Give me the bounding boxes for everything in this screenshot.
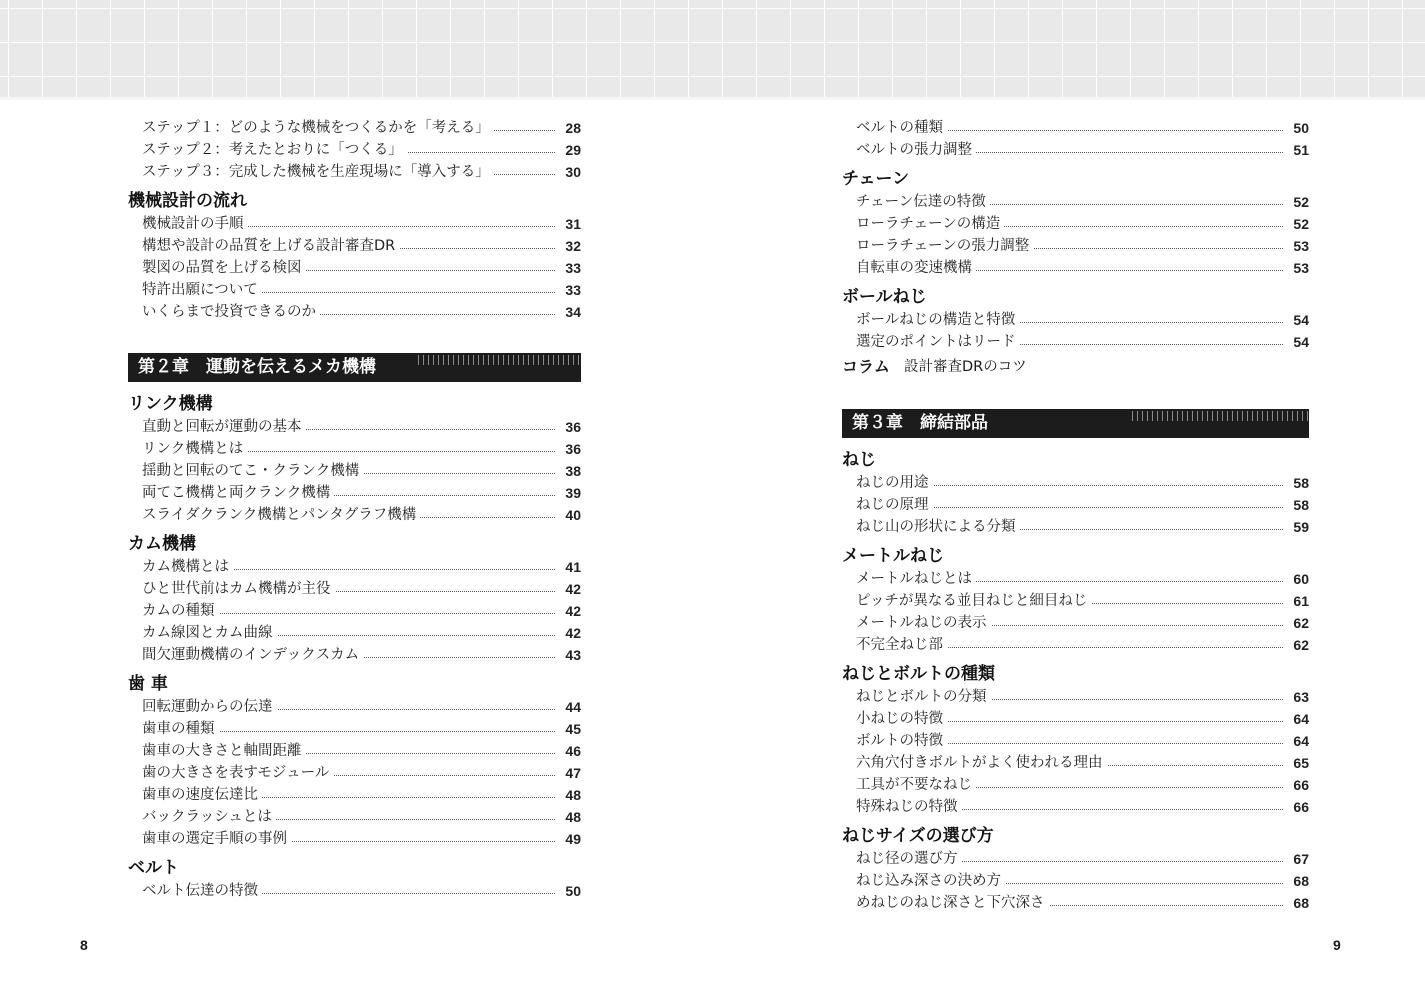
toc-entry-title: 歯車の速度伝達比 bbox=[142, 784, 262, 806]
right-page-toc bbox=[842, 117, 1309, 914]
toc-entry[interactable] bbox=[128, 161, 581, 183]
toc-entry-title: ローラチェーンの張力調整 bbox=[856, 235, 1033, 257]
toc-entry[interactable] bbox=[842, 257, 1309, 279]
toc-entry-title: 製図の品質を上げる検図 bbox=[142, 257, 306, 279]
toc-entry[interactable] bbox=[842, 634, 1309, 656]
toc-page-number: 30 bbox=[557, 161, 581, 183]
toc-entry-title: 間欠運動機構のインデックスカム bbox=[142, 644, 363, 666]
toc-entry[interactable] bbox=[128, 600, 581, 622]
toc-entry[interactable] bbox=[128, 740, 581, 762]
toc-entry[interactable] bbox=[842, 331, 1309, 353]
toc-entry-title: 特殊ねじの特徴 bbox=[856, 796, 962, 818]
toc-page-number: 64 bbox=[1285, 708, 1309, 730]
header-grid-band bbox=[0, 0, 1425, 100]
toc-page-number: 45 bbox=[557, 718, 581, 740]
toc-page-number: 33 bbox=[557, 279, 581, 301]
toc-page-number: 60 bbox=[1285, 568, 1309, 590]
toc-page-number: 48 bbox=[557, 806, 581, 828]
toc-page-number: 36 bbox=[557, 416, 581, 438]
toc-entry-title: ひと世代前はカム機構が主役 bbox=[142, 578, 335, 600]
toc-entry[interactable] bbox=[128, 718, 581, 740]
chapter-title: 第３章 締結部品 bbox=[852, 413, 988, 433]
toc-entry-title: 不完全ねじ部 bbox=[856, 634, 947, 656]
toc-entry[interactable] bbox=[128, 438, 581, 460]
toc-entry[interactable] bbox=[842, 494, 1309, 516]
toc-section-heading[interactable]: チェーン bbox=[842, 169, 910, 189]
toc-entry-title: カムの種類 bbox=[142, 600, 219, 622]
column-title: 設計審査DRのコツ bbox=[904, 359, 1027, 375]
toc-entry-title: 歯車の選定手順の事例 bbox=[142, 828, 291, 850]
toc-page-number: 46 bbox=[557, 740, 581, 762]
toc-entry-title: 直動と回転が運動の基本 bbox=[142, 416, 306, 438]
toc-entry[interactable] bbox=[842, 752, 1309, 774]
toc-entry-title: 工具が不要なねじ bbox=[856, 774, 976, 796]
toc-entry[interactable] bbox=[128, 578, 581, 600]
toc-entry-title: ベルトの張力調整 bbox=[856, 139, 976, 161]
page-number-right: 9 bbox=[1333, 937, 1341, 953]
toc-page-number: 44 bbox=[557, 696, 581, 718]
chapter-banner[interactable] bbox=[842, 409, 1309, 438]
toc-entry-title: ステップ２：考えたとおりに「つくる」 bbox=[142, 139, 407, 161]
toc-page-number: 42 bbox=[557, 578, 581, 600]
toc-page-number: 43 bbox=[557, 644, 581, 666]
toc-page-number: 68 bbox=[1285, 892, 1309, 914]
toc-entry[interactable] bbox=[842, 516, 1309, 538]
toc-entry[interactable] bbox=[128, 806, 581, 828]
page-number-left: 8 bbox=[80, 937, 88, 953]
toc-entry-title: 回転運動からの伝達 bbox=[142, 696, 277, 718]
toc-section-heading[interactable]: ねじ bbox=[842, 450, 876, 470]
toc-entry-title: ローラチェーンの構造 bbox=[856, 213, 1004, 235]
toc-page-number: 47 bbox=[557, 762, 581, 784]
toc-entry[interactable] bbox=[842, 139, 1309, 161]
toc-entry[interactable] bbox=[842, 686, 1309, 708]
toc-page-number: 64 bbox=[1285, 730, 1309, 752]
toc-entry-title: 揺動と回転のてこ・クランク機構 bbox=[142, 460, 363, 482]
toc-page-number: 52 bbox=[1285, 213, 1309, 235]
toc-entry[interactable] bbox=[842, 774, 1309, 796]
toc-entry-title: ねじの用途 bbox=[856, 472, 933, 494]
toc-entry[interactable] bbox=[842, 472, 1309, 494]
toc-entry-title: ベルト伝達の特徴 bbox=[142, 880, 262, 902]
toc-page-number: 62 bbox=[1285, 612, 1309, 634]
toc-entry[interactable] bbox=[842, 892, 1309, 914]
toc-entry-title: ステップ１：どのような機械をつくるかを「考える」 bbox=[142, 117, 494, 139]
toc-page-number: 39 bbox=[557, 482, 581, 504]
toc-entry[interactable] bbox=[842, 708, 1309, 730]
toc-page-number: 63 bbox=[1285, 686, 1309, 708]
toc-entry-title: 選定のポイントはリード bbox=[856, 331, 1020, 353]
toc-entry[interactable] bbox=[842, 870, 1309, 892]
toc-entry-title: 歯の大きさを表すモジュール bbox=[142, 762, 333, 784]
toc-section-heading[interactable]: ねじとボルトの種類 bbox=[842, 664, 995, 684]
toc-entry-title: リンク機構とは bbox=[142, 438, 247, 460]
toc-page-number: 34 bbox=[557, 301, 581, 323]
toc-entry-title: ステップ３：完成した機械を生産現場に「導入する」 bbox=[142, 161, 494, 183]
toc-entry-title: スライダクランク機構とパンタグラフ機構 bbox=[142, 504, 420, 526]
toc-entry-title: 構想や設計の品質を上げる設計審査DR bbox=[142, 235, 399, 257]
toc-entry[interactable] bbox=[128, 622, 581, 644]
toc-entry-title: 歯車の種類 bbox=[142, 718, 219, 740]
toc-entry-title: めねじのねじ深さと下穴深さ bbox=[856, 892, 1049, 914]
toc-entry-title: ピッチが異なる並目ねじと細目ねじ bbox=[856, 590, 1091, 612]
toc-page-number: 50 bbox=[557, 880, 581, 902]
toc-entry-title: カム機構とは bbox=[142, 556, 233, 578]
toc-entry-title: カム線図とカム曲線 bbox=[142, 622, 277, 644]
toc-section-heading[interactable]: カム機構 bbox=[128, 534, 196, 554]
toc-section-heading[interactable]: メートルねじ bbox=[842, 546, 944, 566]
toc-entry[interactable] bbox=[842, 612, 1309, 634]
toc-entry-title: メートルねじの表示 bbox=[856, 612, 991, 634]
toc-section-heading[interactable]: ボールねじ bbox=[842, 287, 927, 307]
toc-entry[interactable] bbox=[842, 309, 1309, 331]
toc-entry-title: 機械設計の手順 bbox=[142, 213, 248, 235]
toc-section-heading[interactable]: 歯 車 bbox=[128, 674, 168, 694]
toc-entry[interactable] bbox=[842, 213, 1309, 235]
toc-page-number: 68 bbox=[1285, 870, 1309, 892]
toc-entry[interactable] bbox=[128, 117, 581, 139]
toc-entry-title: ねじ径の選び方 bbox=[856, 848, 962, 870]
toc-page-number: 61 bbox=[1285, 590, 1309, 612]
toc-entry[interactable] bbox=[128, 762, 581, 784]
toc-section-heading[interactable]: リンク機構 bbox=[128, 394, 213, 414]
toc-entry-title: メートルねじとは bbox=[856, 568, 976, 590]
toc-page-number: 32 bbox=[557, 235, 581, 257]
toc-page-number: 48 bbox=[557, 784, 581, 806]
toc-page-number: 31 bbox=[557, 213, 581, 235]
toc-page-number: 29 bbox=[557, 139, 581, 161]
toc-page-number: 66 bbox=[1285, 796, 1309, 818]
toc-entry[interactable] bbox=[128, 279, 581, 301]
toc-entry[interactable] bbox=[842, 235, 1309, 257]
toc-entry[interactable] bbox=[842, 590, 1309, 612]
toc-entry-title: ボールねじの構造と特徴 bbox=[856, 309, 1019, 331]
toc-page-number: 54 bbox=[1285, 309, 1309, 331]
left-page-toc bbox=[128, 117, 581, 902]
toc-page-number: 41 bbox=[557, 556, 581, 578]
toc-entry-title: ベルトの種類 bbox=[856, 117, 947, 139]
toc-entry[interactable] bbox=[842, 848, 1309, 870]
chapter-banner[interactable] bbox=[128, 353, 581, 382]
toc-entry-title: 歯車の大きさと軸間距離 bbox=[142, 740, 306, 762]
toc-entry-title: ねじ山の形状による分類 bbox=[856, 516, 1020, 538]
toc-entry[interactable] bbox=[842, 796, 1309, 818]
toc-entry-title: いくらまで投資できるのか bbox=[142, 301, 320, 323]
toc-entry-title: 両てこ機構と両クランク機構 bbox=[142, 482, 334, 504]
toc-entry[interactable] bbox=[128, 139, 581, 161]
toc-entry-title: ねじの原理 bbox=[856, 494, 933, 516]
toc-section-heading[interactable]: ベルト bbox=[128, 858, 179, 878]
toc-page-number: 66 bbox=[1285, 774, 1309, 796]
column-label: コラム bbox=[842, 357, 890, 376]
toc-entry[interactable] bbox=[842, 568, 1309, 590]
toc-page-number: 52 bbox=[1285, 191, 1309, 213]
toc-page-number: 51 bbox=[1285, 139, 1309, 161]
toc-entry[interactable] bbox=[128, 556, 581, 578]
toc-entry[interactable] bbox=[128, 482, 581, 504]
toc-page-number: 28 bbox=[557, 117, 581, 139]
toc-page-number: 33 bbox=[557, 257, 581, 279]
toc-page-number: 38 bbox=[557, 460, 581, 482]
toc-entry[interactable] bbox=[128, 784, 581, 806]
toc-entry[interactable] bbox=[128, 828, 581, 850]
toc-page-number: 58 bbox=[1285, 472, 1309, 494]
toc-page-number: 53 bbox=[1285, 257, 1309, 279]
toc-column-entry[interactable] bbox=[842, 355, 1309, 379]
toc-section-heading[interactable]: 機械設計の流れ bbox=[128, 191, 247, 211]
toc-entry[interactable] bbox=[128, 504, 581, 526]
toc-entry-title: 六角穴付きボルトがよく使われる理由 bbox=[856, 752, 1107, 774]
toc-entry-title: チェーン伝達の特徴 bbox=[856, 191, 990, 213]
toc-page-number: 67 bbox=[1285, 848, 1309, 870]
toc-page-number: 58 bbox=[1285, 494, 1309, 516]
toc-entry-title: 小ねじの特徴 bbox=[856, 708, 947, 730]
toc-entry[interactable] bbox=[128, 880, 581, 902]
toc-entry[interactable] bbox=[128, 213, 581, 235]
toc-page-number: 49 bbox=[557, 828, 581, 850]
toc-entry[interactable] bbox=[842, 191, 1309, 213]
toc-section-heading[interactable]: ねじサイズの選び方 bbox=[842, 826, 994, 846]
toc-entry-title: 特許出願について bbox=[142, 279, 262, 301]
toc-page-number: 50 bbox=[1285, 117, 1309, 139]
toc-page-number: 53 bbox=[1285, 235, 1309, 257]
toc-entry-title: 自転車の変速機構 bbox=[856, 257, 976, 279]
toc-entry[interactable] bbox=[842, 730, 1309, 752]
toc-entry[interactable] bbox=[128, 460, 581, 482]
toc-entry[interactable] bbox=[842, 117, 1309, 139]
toc-entry[interactable] bbox=[128, 257, 581, 279]
toc-entry[interactable] bbox=[128, 644, 581, 666]
toc-entry[interactable] bbox=[128, 416, 581, 438]
toc-page-number: 42 bbox=[557, 622, 581, 644]
toc-page-number: 65 bbox=[1285, 752, 1309, 774]
toc-page-number: 54 bbox=[1285, 331, 1309, 353]
toc-entry-title: ねじ込み深さの決め方 bbox=[856, 870, 1005, 892]
toc-page-number: 59 bbox=[1285, 516, 1309, 538]
toc-entry[interactable] bbox=[128, 696, 581, 718]
toc-entry-title: バックラッシュとは bbox=[142, 806, 276, 828]
toc-page-number: 40 bbox=[557, 504, 581, 526]
chapter-title: 第２章 運動を伝えるメカ機構 bbox=[138, 357, 376, 377]
toc-page-number: 62 bbox=[1285, 634, 1309, 656]
toc-entry-title: ボルトの特徴 bbox=[856, 730, 947, 752]
toc-entry-title: ねじとボルトの分類 bbox=[856, 686, 991, 708]
toc-entry[interactable] bbox=[128, 235, 581, 257]
toc-page-number: 42 bbox=[557, 600, 581, 622]
toc-page-number: 36 bbox=[557, 438, 581, 460]
toc-entry[interactable] bbox=[128, 301, 581, 323]
